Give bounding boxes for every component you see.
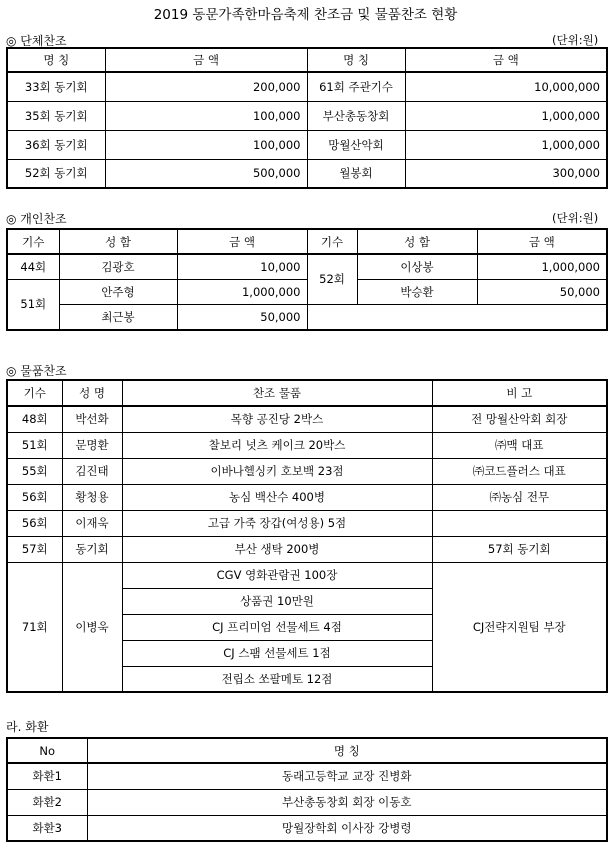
wreath-name: 부산총동창회 회장 이동호 xyxy=(87,789,607,815)
personal-header-gen-2: 기수 xyxy=(307,229,357,254)
wreath-no: 화환3 xyxy=(7,815,87,841)
personal-header-amount-2: 금 액 xyxy=(477,229,607,254)
goods-note: ㈜맥 대표 xyxy=(432,432,607,458)
goods-name: 황청용 xyxy=(62,484,122,510)
page-title: 2019 동문가족한마음축제 찬조금 및 물품찬조 현황 xyxy=(153,7,458,23)
goods-gen: 56회 xyxy=(7,484,62,510)
goods-item: 부산 생탁 200병 xyxy=(122,536,432,562)
goods-note: ㈜농심 전무 xyxy=(432,484,607,510)
goods-header-note: 비 고 xyxy=(432,380,607,406)
group-section-heading: ◎ 단체찬조 xyxy=(6,34,67,48)
wreath-table xyxy=(6,737,608,842)
wreath-name: 동래고등학교 교장 진병화 xyxy=(87,763,607,789)
group-name: 35회 동기회 xyxy=(7,101,105,130)
table-row xyxy=(7,484,607,510)
group-header-name-2: 명 칭 xyxy=(307,48,405,72)
group-name: 52회 동기회 xyxy=(7,159,105,188)
group-amount: 100,000 xyxy=(105,101,307,130)
goods-name: 문명환 xyxy=(62,432,122,458)
group-name: 부산총동창회 xyxy=(307,101,405,130)
table-row xyxy=(7,562,607,588)
table-row xyxy=(7,432,607,458)
personal-donation-table xyxy=(6,228,608,331)
personal-name: 김광호 xyxy=(59,254,177,279)
goods-gen: 71회 xyxy=(7,562,62,692)
goods-donation-table xyxy=(6,379,608,693)
goods-item: 찰보리 넛츠 케이크 20박스 xyxy=(122,432,432,458)
group-donation-table xyxy=(6,47,608,189)
group-name: 61회 주관기수 xyxy=(307,72,405,101)
group-amount: 10,000,000 xyxy=(405,72,607,101)
personal-amount: 1,000,000 xyxy=(477,254,607,279)
goods-gen: 55회 xyxy=(7,458,62,484)
goods-note: 전 망월산악회 회장 xyxy=(432,406,607,432)
wreath-section-heading: 라. 화환 xyxy=(6,720,49,734)
personal-amount: 1,000,000 xyxy=(177,279,307,304)
table-row xyxy=(7,72,607,101)
wreath-header-no: No xyxy=(7,738,87,763)
personal-name: 이상봉 xyxy=(357,254,477,279)
group-amount: 200,000 xyxy=(105,72,307,101)
table-row xyxy=(7,304,607,330)
goods-note: CJ전략지원팀 부장 xyxy=(432,562,607,692)
personal-unit-label: (단위:원) xyxy=(552,211,599,225)
goods-note xyxy=(432,510,607,536)
wreath-table-header xyxy=(7,738,607,763)
group-name: 망월산악회 xyxy=(307,130,405,159)
table-row xyxy=(7,130,607,159)
table-row xyxy=(7,458,607,484)
wreath-name: 망월장학회 이사장 강병령 xyxy=(87,815,607,841)
goods-item: 이바나헬싱키 호보백 23점 xyxy=(122,458,432,484)
goods-name: 김진태 xyxy=(62,458,122,484)
group-header-name-1: 명 칭 xyxy=(7,48,105,72)
goods-header-item: 찬조 물품 xyxy=(122,380,432,406)
group-amount: 300,000 xyxy=(405,159,607,188)
goods-gen: 51회 xyxy=(7,432,62,458)
table-row xyxy=(7,510,607,536)
table-row xyxy=(7,159,607,188)
group-table-header xyxy=(7,48,607,72)
personal-section-heading: ◎ 개인찬조 xyxy=(6,212,67,226)
personal-gen: 51회 xyxy=(7,279,59,330)
personal-amount: 50,000 xyxy=(477,279,607,304)
group-header-amount-1: 금 액 xyxy=(105,48,307,72)
group-amount: 500,000 xyxy=(105,159,307,188)
personal-header-name-1: 성 함 xyxy=(59,229,177,254)
wreath-no: 화환1 xyxy=(7,763,87,789)
goods-table-header xyxy=(7,380,607,406)
goods-item: CJ 스팸 선물세트 1점 xyxy=(122,640,432,666)
personal-gen-right: 52회 xyxy=(307,254,357,304)
goods-gen: 57회 xyxy=(7,536,62,562)
group-amount: 100,000 xyxy=(105,130,307,159)
group-name: 33회 동기회 xyxy=(7,72,105,101)
goods-gen: 48회 xyxy=(7,406,62,432)
personal-table-header xyxy=(7,229,607,254)
group-unit-label: (단위:원) xyxy=(552,33,599,47)
goods-header-name: 성 명 xyxy=(62,380,122,406)
personal-name: 안주형 xyxy=(59,279,177,304)
group-amount: 1,000,000 xyxy=(405,101,607,130)
table-row xyxy=(7,536,607,562)
goods-note: ㈜코드플러스 대표 xyxy=(432,458,607,484)
personal-header-name-2: 성 함 xyxy=(357,229,477,254)
goods-name: 이병욱 xyxy=(62,562,122,692)
personal-gen: 44회 xyxy=(7,254,59,279)
table-row xyxy=(7,815,607,841)
personal-name: 최근봉 xyxy=(59,304,177,330)
goods-header-gen: 기수 xyxy=(7,380,62,406)
wreath-no: 화환2 xyxy=(7,789,87,815)
goods-item: 전립소 쏘팔메토 12점 xyxy=(122,666,432,692)
table-row xyxy=(7,254,607,279)
group-name: 36회 동기회 xyxy=(7,130,105,159)
personal-name: 박승환 xyxy=(357,279,477,304)
group-name: 월봉회 xyxy=(307,159,405,188)
personal-header-gen-1: 기수 xyxy=(7,229,59,254)
goods-name: 동기회 xyxy=(62,536,122,562)
goods-section-heading: ◎ 물품찬조 xyxy=(6,364,67,378)
goods-gen: 56회 xyxy=(7,510,62,536)
goods-item: CJ 프리미엄 선물세트 4점 xyxy=(122,614,432,640)
goods-name: 박선화 xyxy=(62,406,122,432)
goods-name: 이재욱 xyxy=(62,510,122,536)
goods-item: 상품권 10만원 xyxy=(122,588,432,614)
group-header-amount-2: 금 액 xyxy=(405,48,607,72)
empty-cell xyxy=(307,304,607,330)
wreath-header-name: 명 칭 xyxy=(87,738,607,763)
goods-item: 목향 공진당 2박스 xyxy=(122,406,432,432)
table-row xyxy=(7,763,607,789)
table-row xyxy=(7,101,607,130)
goods-item: 농심 백산수 400병 xyxy=(122,484,432,510)
group-amount: 1,000,000 xyxy=(405,130,607,159)
goods-item: 고급 가죽 장갑(여성용) 5점 xyxy=(122,510,432,536)
goods-item: CGV 영화관람권 100장 xyxy=(122,562,432,588)
personal-amount: 10,000 xyxy=(177,254,307,279)
personal-header-amount-1: 금 액 xyxy=(177,229,307,254)
table-row xyxy=(7,789,607,815)
personal-amount: 50,000 xyxy=(177,304,307,330)
goods-note: 57회 동기회 xyxy=(432,536,607,562)
table-row xyxy=(7,406,607,432)
